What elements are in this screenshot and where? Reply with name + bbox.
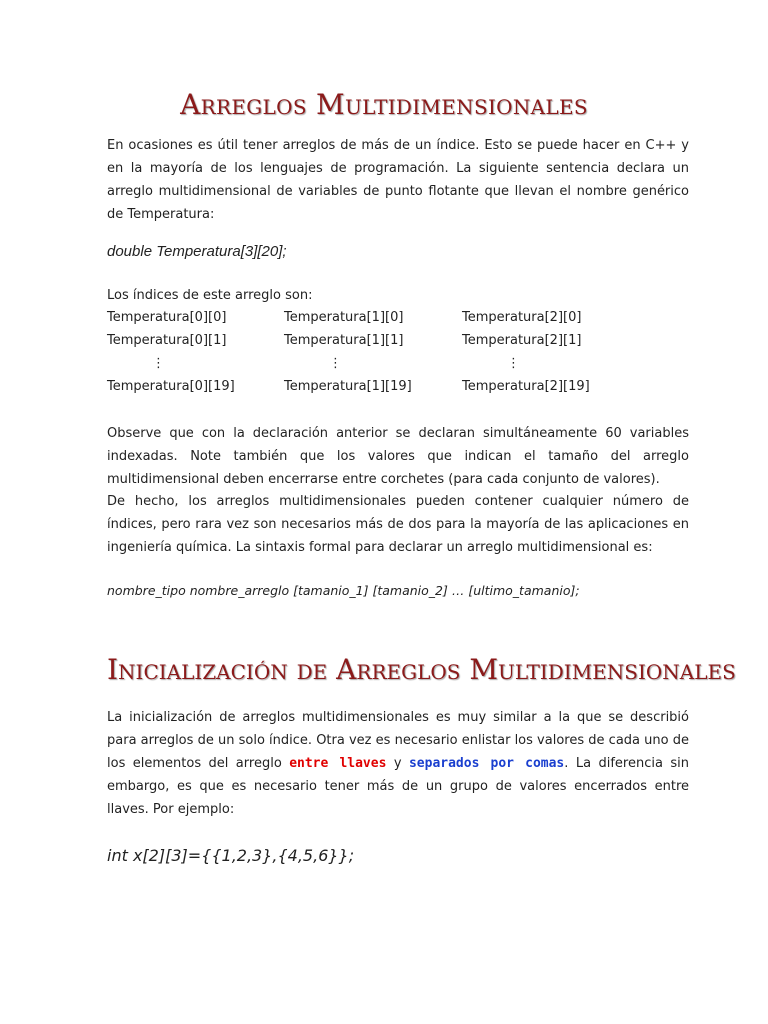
initialization-paragraph [107,706,689,821]
paragraph-text: La inicialización de arreglos multidimensionales es muy similar a la que se describió para arreglos de un solo índice. Otra vez es necesario enlistar los valores de cada uno de los elementos del arreglo [107,710,689,771]
index-cell: Temperatura[0][19] [107,379,235,394]
section-title-inicializacion: Inicialización de Arreglos Multidimensionales [107,653,736,686]
index-cell: Temperatura[0][1] [107,333,227,348]
de-hecho-paragraph: De hecho, los arreglos multidimensionales pueden contener cualquier número de índices, pero rara vez son necesarios más de dos para la mayoría de las aplicaciones en ingeniería química. La sintaxis formal para declarar un arreglo multidimensional es: [107,494,689,555]
indices-table [107,306,639,398]
section-title-arreglos: Arreglos Multidimensionales [180,88,588,121]
index-cell: Temperatura[1][19] [284,379,412,394]
highlight-entre-llaves: entre llaves [289,756,387,771]
index-cell: Temperatura[2][1] [462,333,582,348]
index-cell: Temperatura[1][0] [284,310,404,325]
index-cell: Temperatura[0][0] [107,310,227,325]
observe-paragraph: Observe que con la declaración anterior se declaran simultáneamente 60 variables indexadas. Note también que los valores que indican el tamaño del arreglo multidimensional deben encerrarse entre corchetes (para cada conjunto de valores). [107,426,689,487]
highlight-separados-por-comas: separados por comas [408,756,565,771]
ellipsis-cell: ⋮ [329,356,342,371]
ellipsis-cell: ⋮ [152,356,165,371]
ellipsis-cell: ⋮ [507,356,520,371]
indices-intro: Los índices de este arreglo son: [107,288,313,303]
declaration-example: double Temperatura[3][20]; [107,243,287,260]
index-cell: Temperatura[1][1] [284,333,404,348]
index-cell: Temperatura[2][19] [462,379,590,394]
paragraph-text: y [386,756,409,771]
syntax-example: nombre_tipo nombre_arreglo [tamanio_1] [tamanio_2] … [ultimo_tamanio]; [107,583,580,598]
intro-paragraph: En ocasiones es útil tener arreglos de más de un índice. Esto se puede hacer en C++ y en la mayoría de los lenguajes de programación. La siguiente sentencia declara un arreglo multidimensional de variables de punto flotante que llevan el nombre genérico de Temperatura: [107,138,689,222]
initialization-example: int x[2][3]={{1,2,3},{4,5,6}}; [107,846,355,865]
paragraph-text: . La diferencia sin embargo, es que es necesario tener más de un grupo de valores encerrados entre llaves. Por ejemplo: [107,756,689,817]
index-cell: Temperatura[2][0] [462,310,582,325]
